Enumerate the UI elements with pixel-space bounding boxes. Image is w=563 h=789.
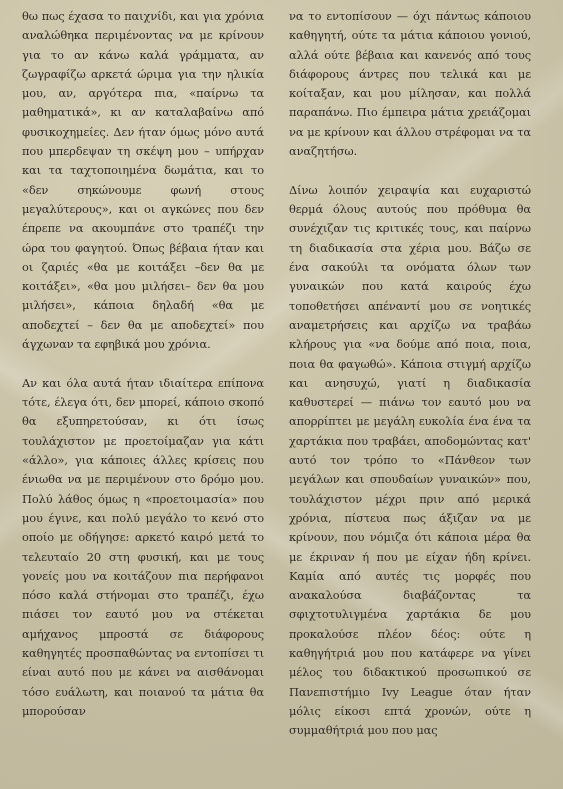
left-paragraph-1: θω πως έχασα το παιχνίδι, και για χρόνια αναλώθηκα περιμένοντας να με κρίνουν για το αν κάνω καλά γράμματα, αν ζωγραφίζω αρκετά ώριμα για την ηλικία μου, αν, αργότερα πια, «παίρνω τα μαθηματικά», κι αν καταλαβαίνω από φυσικοχημείες. Δεν ήταν όμως μόνο αυτά που μπερδεψαν τη σκέψη μου – υπήρχαν και τα ταχτοποιημένα δωμάτια, και το «δεν σηκώνουμε φωνή στους μεγαλύτερους», και οι αγκώνες που δεν έπρεπε να ακουμπάνε στο τραπέζι την ώρα του φαγητού. Όπως βέβαια ήταν και οι ζαριές «θα με κοιτάξει –δεν θα με κοιτάξει», «θα μου μιλήσει– δεν θα μου μιλήσει», κάποια δηλαδή «θα με αποδεχτεί – δεν θα με αποδεχτεί» που άγχωναν τα εφηβικά μου χρόνια. bbox=[22, 9, 264, 352]
left-column bbox=[22, 7, 264, 721]
paragraph-gap bbox=[22, 354, 264, 374]
paragraph-gap bbox=[289, 161, 531, 181]
left-paragraph-2: Αν και όλα αυτά ήταν ιδιαίτερα επίπονα τότε, έλεγα ότι, δεν μπορεί, κάποιο σκοπό θα εξυπηρετούσαν, κι ότι ίσως τουλάχιστον με προετοίμαζαν για κάτι «άλλο», για κάποιες άλλες κρίσεις που ένιωθα να με περιμένουν στο δρόμο μου. Πολύ λάθος όμως η «προετοιμασία» που μου έγινε, και πολύ μεγάλο το κενό στο οποίο με οδήγησε: αρκετό καιρό μετά το τελευταίο 20 στη φυσική, και με τους γονείς μου να κοιτάζουν πια περήφανοι πόσο καλά στήνομαι στο τραπέζι, έχω πιάσει τον εαυτό μου να στέκεται αμήχανος μπροστά σε διάφορους καθηγητές προσπαθώντας να εντοπίσει τι είναι αυτό που με κάνει να αισθάνομαι τόσο ευάλωτη, και ποιανού τα μάτια θα μπορούσαν bbox=[22, 375, 264, 718]
right-paragraph-1: να το εντοπίσουν — όχι πάντως κάποιου καθηγητή, ούτε τα μάτια κάποιου γονιού, αλλά ούτε βέβαια και κανενός από τους διάφορους άντρες που τελικά και με κοίταξαν, και μου μίλησαν, και πολλά παραπάνω. Πιο έμπειρα μάτια χρειάζομαι να με κρίνουν και άλλου στρέφομαι να τα αναζητήσω. bbox=[289, 9, 531, 159]
right-column bbox=[289, 7, 531, 740]
right-paragraph-2: Δίνω λοιπόν χειραψία και ευχαριστώ θερμά όλους αυτούς που πρόθυμα θα συνέχιζαν τις κριτικές τους, και παίρνω τη διαδικασία στα χέρια μου. Βάζω σε ένα σακούλι τα ονόματα όλων των γυναικών που κατά καιρούς έχω τοποθετήσει απέναντί μου σε νοητικές αναμετρήσεις και αρχίζω να τραβάω κλήρους για «να δούμε από ποια, ποια, ποια θα φαγωθώ». Κάποια στιγμή αρχίζω και ανησυχώ, γιατί η διαδικασία καθυστερεί — πιάνω τον εαυτό μου να απορρίπτει με μεγάλη ευκολία ένα ένα τα χαρτάκια που τραβάει, αποδομώντας κατ' αυτό τον τρόπο το «Πάνθεον των μεγάλων και σπουδαίων γυναικών» που, τουλάχιστον μέχρι πριν από μερικά χρόνια, πίστευα πως άξιζαν να με κρίνουν, που νόμιζα ότι κάποια μέρα θα με έκριναν ή που με είχαν ήδη κρίνει. Καμία από αυτές τις μορφές που ανακαλούσα διαβάζοντας τα σφιχτοτυλιγμένα χαρτάκια δε μου προκαλούσε πλέον δέος: ούτε η καθηγήτριά μου που κατάφερε να γίνει μέλος του διδακτικού προσωπικού σε Πανεπιστήμιο Ivy League όταν ήταν μόλις είκοσι επτά χρονών, ούτε η συμμαθήτριά μου που μας bbox=[289, 182, 531, 738]
